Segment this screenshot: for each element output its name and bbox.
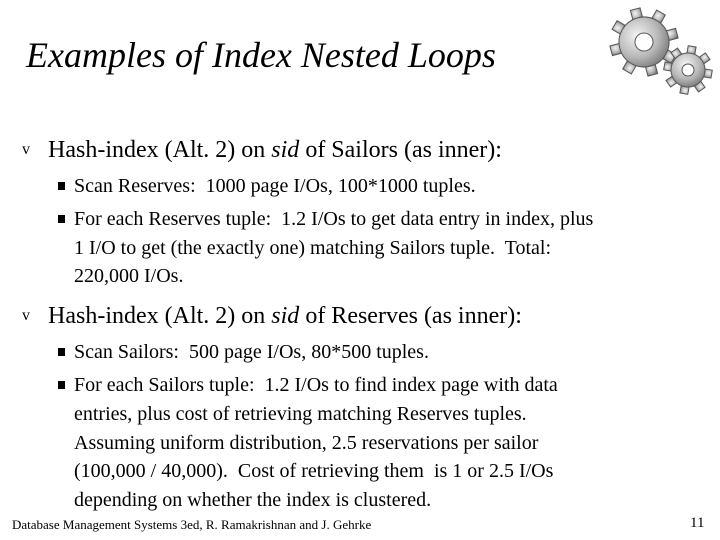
bullet-text-1: Hash-index (Alt. 2) on sid of Sailors (as inner): [48, 137, 502, 163]
sub-bullet-line: 1 I/O to get (the exactly one) matching Sailors tuple. Total: [74, 236, 552, 259]
square-bullet-icon [58, 381, 65, 389]
sub-bullet-line: For each Reserves tuple: 1.2 I/Os to get data entry in index, plus [74, 208, 594, 230]
sub-bullet-line: (100,000 / 40,000). Cost of retrieving them is 1 or 2.5 I/Os [74, 460, 554, 482]
checkmark-bullet-icon: v [22, 307, 30, 324]
sub-bullet-line: entries, plus cost of retrieving matching Reserves tuples. [74, 403, 527, 425]
sub-bullet-line: 220,000 I/Os. [74, 265, 184, 287]
sub-bullet-line: Assuming uniform distribution, 2.5 reservations per sailor [74, 431, 539, 454]
sub-bullet-line: depending on whether the index is clustered. [74, 488, 432, 511]
checkmark-bullet-icon: v [22, 141, 30, 158]
square-bullet-icon [58, 182, 65, 190]
slide-footer: Database Management Systems 3ed, R. Ramakrishnan and J. Gehrke [12, 517, 372, 532]
slide-title: Examples of Index Nested Loops [26, 35, 496, 75]
bullet-text-2: Hash-index (Alt. 2) on sid of Reserves (as inner): [48, 303, 522, 329]
square-bullet-icon [58, 348, 65, 356]
gears-icon [600, 4, 718, 96]
sub-bullet-line: For each Sailors tuple: 1.2 I/Os to find index page with data [74, 374, 558, 396]
sub-bullet-line: Scan Reserves: 1000 page I/Os, 100*1000 tuples. [74, 175, 476, 197]
square-bullet-icon [58, 215, 65, 223]
page-number: 11 [690, 515, 705, 531]
sub-bullet-line: Scan Sailors: 500 page I/Os, 80*500 tuples. [74, 341, 429, 363]
